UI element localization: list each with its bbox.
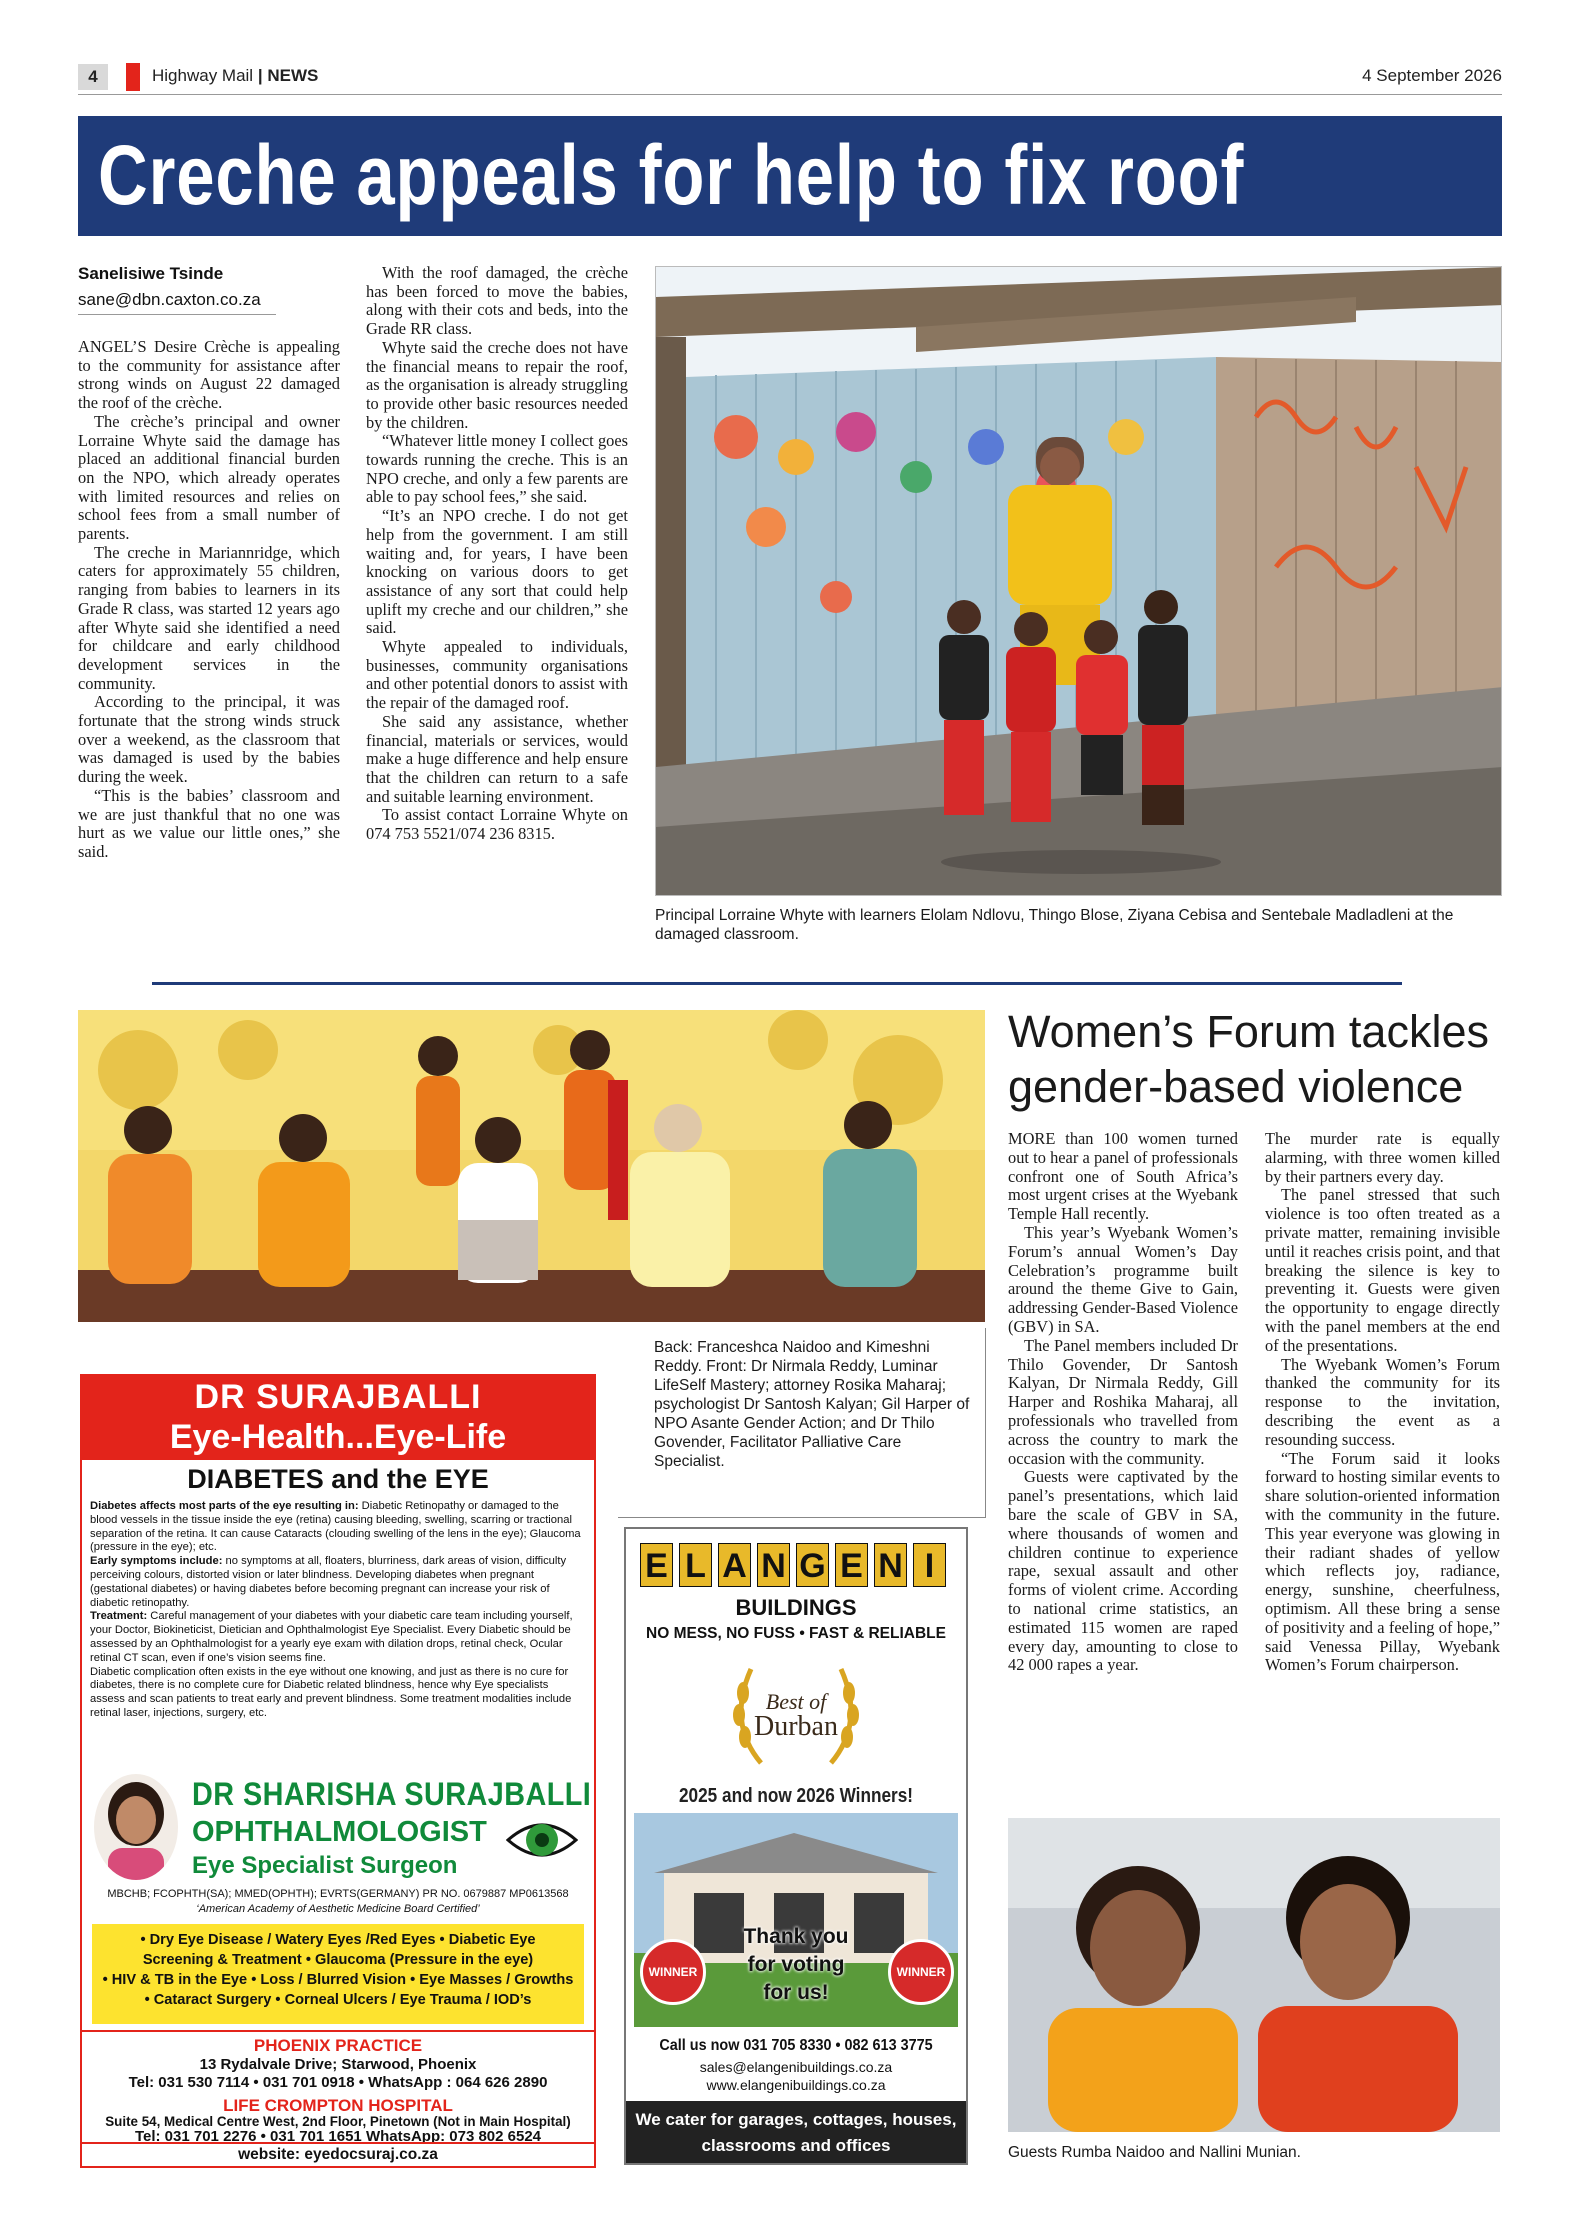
paragraph: The panel stressed that such violence is too often treated as a private matter, remaining invisible until it reaches crisis point, and that breaking the silence is key to preventing it. Guests were given the opportunity to engage directly with the panel members at the end of the presentations. [1265, 1185, 1500, 1355]
paragraph: The crèche’s principal and owner Lorraine Whyte said the damage has placed an additional financial burden on the NPO, which already operates with limited resources and relies on school fees from a small number of parents. [78, 411, 340, 544]
article1-column-1 [78, 338, 340, 862]
ad-services-banner [626, 2101, 966, 2165]
author-email: sane@dbn.caxton.co.za [78, 290, 261, 309]
paragraph: “Whatever little money I collect goes towards running the creche. This is an NPO creche, and only a few parents are able to pay school fees,” she said. [366, 431, 628, 507]
practice-phone: Tel: 031 530 7114 • 031 701 0918 • WhatsApp : 064 626 2890 [128, 2074, 548, 2091]
ad-paragraph: Diabetic complication often exists in the eye without one knowing, and just as there is no cure for diabetes, there is no complete cure for Diabetic related blindness, hence why Eye specialists assess and scan patients to treat early and prevent blindness. Some treatment modalities include retinal laser, injections, surgery, etc. [90, 1665, 572, 1719]
banner-line: We cater for garages, cottages, houses, [635, 2110, 957, 2129]
author-name: Sanelisiwe Tsinde [78, 264, 224, 283]
creche-photo-caption: Principal Lorraine Whyte with learners Elolam Ndlovu, Thingo Blose, Ziyana Cebisa and Sentebale Madladleni at the damaged classroom. [655, 907, 1454, 943]
paragraph: She said any assistance, whether financial, materials or services, would make a huge difference and help ensure that the children can return to a safe and suitable learning environment. [366, 711, 628, 806]
ad-paragraph: Treatment: Careful management of your diabetes with your diabetic care team including yourself, your Doctor, Biokineticist, Dietician and Ophthalmologist Eye Specialist. Every Diabetic should be assessed by an Ophthalmologist for a yearly eye exam with dilation drops, retinal check, Ocular retinal CT scan, even if one’s vision seems fine. [90, 1610, 573, 1664]
headline-line: Women’s Forum tackles [1008, 1006, 1489, 1057]
thank-you-message [716, 1923, 876, 2007]
ad-rule [82, 2030, 594, 2032]
paragraph: The creche in Mariannridge, which caters for approximately 55 children, ranging from babies to learners in its Grade R class, was started 12 years ago after Whyte said she identified a need for childcare and early childhood development services in the community. [78, 542, 340, 693]
service-line: Screening & Treatment • Glaucoma (Pressure in the eye) [142, 1952, 534, 1968]
ad-tagline: NO MESS, NO FUSS • FAST & RELIABLE [646, 1625, 946, 1642]
paragraph: “This is the babies’ classroom and we are just thankful that no one was hurt as we value our little ones,” she said. [78, 785, 340, 861]
logo-letter: N [757, 1543, 790, 1587]
section-marker [126, 63, 140, 91]
section-name: NEWS [267, 66, 319, 85]
paragraph: “The Forum said it looks forward to hosting similar events to share solution-oriented information with the community in the future. This year everyone was glowing in their radiant shades of yellow which reflects joy, radiance, energy, sunshine, cheerfulness, optimism. All these bring a sense of positivity and a feeling of hope,” said Venessa Pillay, Wyebank Women’s Forum chairperson. [1265, 1448, 1500, 1675]
womens-forum-caption: Back: Franceshca Naidoo and Kimeshni Reddy. Front: Dr Nirmala Reddy, Luminar LifeSelf Mastery; attorney Rosika Maharaj; psychologist Dr Santosh Kalyan; Gil Harper of NPO Asante Gender Action; and Dr Thilo Govender, Facilitator Palliative Care Specialist. [654, 1339, 970, 1470]
publication-name: Highway Mail [152, 66, 254, 85]
winner-badge: WINNER [640, 1939, 706, 2005]
ad-phone: Call us now 031 705 8330 • 082 613 3775 [659, 2037, 933, 2054]
ad-title: DR SURAJBALLI [194, 1378, 482, 1416]
paragraph: To assist contact Lorraine Whyte on 074 753 5521/074 236 8315. [366, 805, 628, 844]
logo-letter: A [718, 1543, 751, 1587]
logo-letter: G [796, 1543, 829, 1587]
guests-photo [1008, 1818, 1500, 2132]
practice-name: LIFE CROMPTON HOSPITAL [223, 2096, 453, 2115]
services-list [92, 1924, 584, 2024]
paragraph: The Panel members included Dr Thilo Govender, Dr Santosh Kalyan, Dr Nirmala Reddy, Gill Harper and Roshika Maharaj, all professionals who travelled from across the country to mark the occasion with the community. [1008, 1335, 1238, 1468]
paragraph: ANGEL’S Desire Crèche is appealing to the community for assistance after strong winds on August 22 damaged the roof of the crèche. [78, 337, 340, 413]
paragraph: Whyte said the creche does not have the financial means to repair the roof, as the organisation is already struggling to provide other basic resources needed by the children. [366, 337, 628, 432]
ad-website: www.elangenibuildings.co.za [706, 2077, 886, 2093]
logo-letter: I [913, 1543, 946, 1587]
article2-column-1 [1008, 1130, 1238, 1675]
ad-winners: 2025 and now 2026 Winners! [678, 1785, 914, 1807]
paragraph: This year’s Wyebank Women’s Forum’s annual Women’s Day Celebration’s programme built around the theme Give to Gain, addressing Gender-Based Violence (GBV) in SA. [1008, 1222, 1238, 1336]
paragraph: With the roof damaged, the crèche has been forced to move the babies, along with their cots and beds, into the Grade RR class. [366, 263, 628, 339]
article2-column-2 [1265, 1130, 1500, 1675]
practice-name: PHOENIX PRACTICE [253, 2036, 423, 2055]
section-divider [152, 982, 1402, 985]
creche-photo [655, 266, 1502, 896]
issue-date: 4 September 2026 [1362, 66, 1502, 85]
doctor-name: DR SHARISHA SURAJBALLI [192, 1776, 592, 1812]
logo-letter: L [679, 1543, 712, 1587]
ad-paragraph: Early symptoms include: no symptoms at all, floaters, blurriness, dark areas of vision, difficulty perceiving colours, distorted vision or later blindness. Developing diabetes when pregnant (gestational diabetes) or having diabetes before becoming pregnant can increase your risk of diabetic retinopathy. [90, 1555, 567, 1609]
paragraph: The Wyebank Women’s Forum thanked the community for its response to the invitation, describing the event as a resounding success. [1265, 1354, 1500, 1449]
practice-address: Suite 54, Medical Centre West, 2nd Floor, Pinetown (Not in Main Hospital) [105, 2114, 571, 2129]
eye-icon [506, 1816, 578, 1864]
thank-you-line: for us! [763, 1981, 829, 2004]
logo-letter: E [640, 1543, 673, 1587]
eye-specialist-ad [80, 1374, 596, 2168]
doctor-subtitle: Eye Specialist Surgeon [192, 1852, 458, 1879]
headline-line: gender-based violence [1008, 1061, 1464, 1112]
paragraph: MORE than 100 women turned out to hear a panel of professionals confront one of South Africa’s most urgent crises at the Wyebank Temple Hall recently. [1008, 1129, 1238, 1224]
paragraph: “It’s an NPO creche. I do not get help from the government. I am still waiting and, for years, I have been knocking on various doors to get assistance of any sort that could help uplift my creche and our children,” she said. [366, 506, 628, 638]
service-line: • Cataract Surgery • Corneal Ulcers / Eye Trauma / IOD’s [144, 1992, 532, 2008]
ad-header [82, 1376, 594, 1460]
best-of-text: Best of [765, 1689, 827, 1714]
ad-company-type: BUILDINGS [735, 1595, 857, 1620]
womens-forum-headline [1008, 1004, 1489, 1114]
ad-body [90, 1500, 586, 1721]
article1-column-2 [366, 264, 628, 844]
byline-rule [78, 314, 276, 315]
doctor-title: OPHTHALMOLOGIST [192, 1816, 487, 1848]
logo-letter: E [835, 1543, 868, 1587]
banner-line: classrooms and offices [701, 2136, 891, 2155]
thank-you-line: Thank you [743, 1925, 849, 1948]
elangeni-buildings-ad [624, 1527, 968, 2165]
doctor-certification: ‘American Academy of Aesthetic Medicine Board Certified’ [196, 1903, 480, 1915]
practice-phone: Tel: 031 701 2276 • 031 701 1651 WhatsApp: 073 802 6524 [134, 2128, 542, 2145]
page-number: 4 [78, 64, 108, 90]
ad-subtitle: DIABETES and the EYE [187, 1464, 489, 1494]
durban-text: Durban [754, 1711, 838, 1742]
article-headline: Creche appeals for help to fix roof [98, 128, 1245, 222]
thank-you-line: for voting [747, 1953, 845, 1976]
paragraph: The murder rate is equally alarming, with three women killed by their partners every day. [1265, 1129, 1500, 1186]
paragraph: Whyte appealed to individuals, businesses, community organisations and other potential donors to assist with the repair of the damaged roof. [366, 637, 628, 713]
paragraph: Guests were captivated by the panel’s presentations, which laid bare the scale of GBV in SA, where thousands of women and children continue to experience rape, sexual assault and other forms of violent crime. According to national crime statistics, an estimated 115 women are raped every day, amounting to close to 42 000 rapes a year. [1008, 1467, 1238, 1675]
paragraph: According to the principal, it was fortunate that the strong winds struck over a weekend, as the classroom that was damaged is used by the babies during the week. [78, 692, 340, 787]
practice-address: 13 Rydalvale Drive; Starwood, Phoenix [199, 2056, 477, 2073]
ad-slogan: Eye-Health...Eye-Life [169, 1418, 507, 1456]
ad-website: website: eyedocsuraj.co.za [82, 2142, 594, 2166]
publication-header: Highway Mail | NEWS [152, 66, 319, 85]
doctor-qualifications: MBCHB; FCOPHTH(SA); MMED(OPHTH); EVRTS(GERMANY) PR NO. 0679887 MP0613568 [107, 1888, 569, 1900]
winner-badge: WINNER [888, 1939, 954, 2005]
doctor-portrait [94, 1774, 178, 1880]
guests-caption: Guests Rumba Naidoo and Nallini Munian. [1008, 2144, 1301, 2161]
logo-letter: N [874, 1543, 907, 1587]
service-line: • HIV & TB in the Eye • Loss / Blurred Vision • Eye Masses / Growths [102, 1972, 574, 1988]
ad-paragraph: Diabetes affects most parts of the eye resulting in: Diabetic Retinopathy or damaged to the blood vessels in the tissue inside the eye (retina) causing bleeding, swelling, scarring or tractional separation of the retina. It can cause Cataracts (clouding swelling of the lens in the eye); Glaucoma (pressure in the eye); etc. [90, 1500, 581, 1554]
ad-email: sales@elangenibuildings.co.za [699, 2059, 893, 2075]
womens-forum-photo [78, 1010, 985, 1322]
header-rule [78, 94, 1502, 95]
service-line: • Dry Eye Disease / Watery Eyes /Red Eyes • Diabetic Eye [140, 1932, 536, 1948]
